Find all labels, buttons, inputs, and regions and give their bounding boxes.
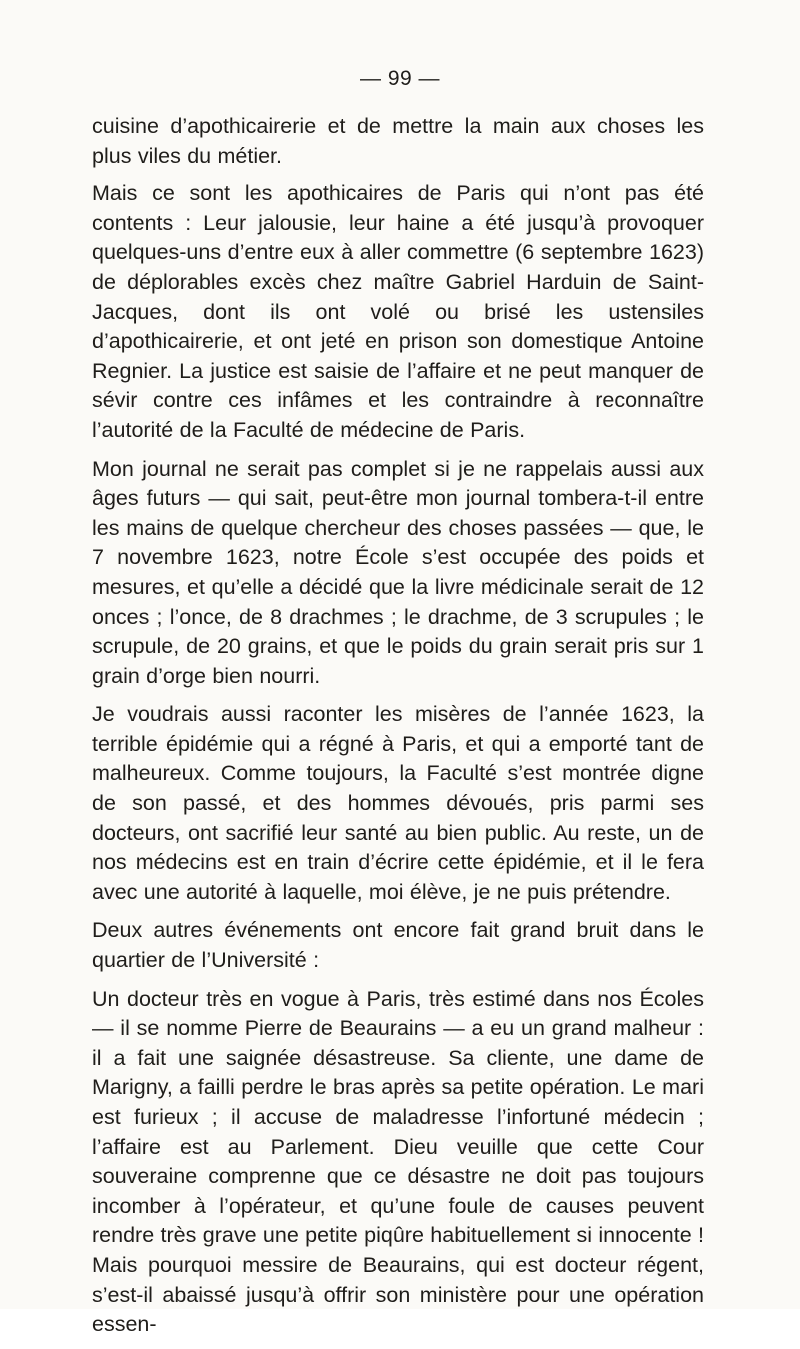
paragraph-1: cuisine d’apothicairerie et de mettre la main aux choses les plus viles du métier. bbox=[92, 114, 704, 168]
page-number: — 99 — bbox=[359, 67, 441, 90]
paragraph-6: Un docteur très en vogue à Paris, très estimé dans nos Écoles — il se nomme Pierre de Beaurains — a eu un grand malheur : il a fait une saignée désastreuse. Sa cliente, une dame de Marigny, a failli perdre le bras après sa petite opération. Le mari est furieux ; il accuse de maladresse l’infortuné médecin ; l’affaire est au Parlement. Dieu veuille que cette Cour souveraine comprenne que ce désastre ne doit pas toujours incomber à l’opérateur, et qu’une foule de causes peuvent rendre très grave une petite piqûre habituellement si innocente ! Mais pourquoi messire de Beaurains, qui est docteur régent, s’est-il abaissé jusqu’à offrir son ministère pour une opération essen- bbox=[92, 986, 704, 1337]
paragraph-4: Je voudrais aussi raconter les misères de l’année 1623, la terrible épidémie qui a régné à Paris, et qui a emporté tant de malheureux. Comme toujours, la Faculté s’est montrée digne de son passé, et des hommes dévoués, pris parmi ses docteurs, ont sacrifié leur santé au bien public. Au reste, un de nos médecins est en train d’écrire cette épidémie, et il le fera avec une autorité à laquelle, moi élève, je ne puis prétendre. bbox=[92, 702, 704, 904]
paragraph-2: Mais ce sont les apothicaires de Paris qui n’ont pas été contents : Leur jalousie, leur haine a été jusqu’à provoquer quelques-uns d’entre eux à aller commettre (6 septembre 1623) de déplorables excès chez maître Gabriel Harduin de Saint-Jacques, dont ils ont volé ou brisé les ustensiles d’apothicairerie, et ont jeté en prison son domestique Antoine Regnier. La justice est saisie de l’affaire et ne peut manquer de sévir contre ces infâmes et les contraindre à reconnaître l’autorité de la Faculté de médecine de Paris. bbox=[92, 181, 704, 442]
paragraph-5: Deux autres événements ont encore fait grand bruit dans le quartier de l’Université : bbox=[92, 918, 704, 973]
paragraph-3: Mon journal ne serait pas complet si je ne rappelais aussi aux âges futurs — qui sait, peut-être mon journal tombera-t-il entre les mains de quelque chercheur des choses passées — que, le 7 novembre 1623, notre École s’est occupée des poids et mesures, et qu’elle a décidé que la livre médicinale serait de 12 onces ; l’once, de 8 drachmes ; le drachme, de 3 scrupules ; le scrupule, de 20 grains, et que le poids du grain serait pris sur 1 grain d’orge bien nourri. bbox=[92, 456, 704, 688]
body-text bbox=[92, 112, 704, 1349]
